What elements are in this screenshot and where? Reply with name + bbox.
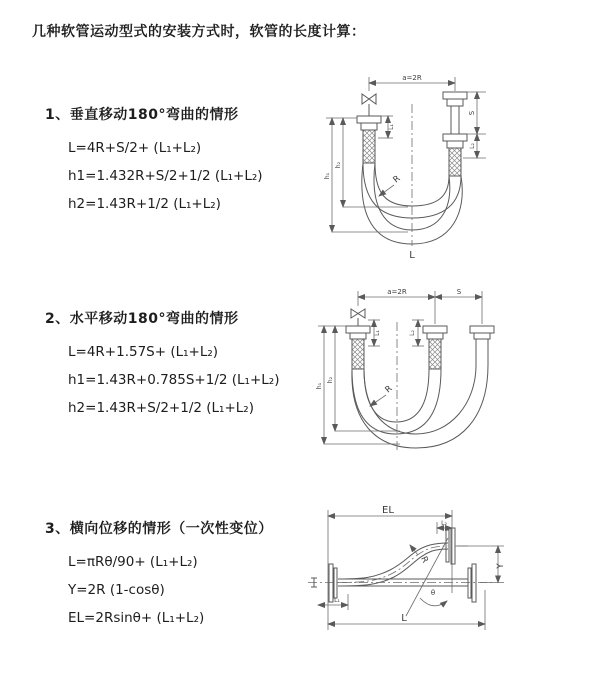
section-2 xyxy=(45,308,335,422)
formula-line: Y=2R (1-cosθ) xyxy=(68,582,165,598)
middle-fitting xyxy=(423,326,447,369)
dimension-el xyxy=(328,505,452,630)
dimension-offset xyxy=(457,546,506,583)
angle-label: θ xyxy=(430,589,436,597)
dim-label-fitting-left: L₁ xyxy=(374,330,381,336)
right-fitting xyxy=(470,326,494,365)
braid-section xyxy=(352,339,364,369)
dim-label-fitting-right: L₂ xyxy=(469,143,476,149)
dimension-length xyxy=(328,590,485,630)
radius-label: R xyxy=(391,173,403,186)
left-flange xyxy=(311,564,337,602)
dim-label-h2: h₂ xyxy=(335,161,342,169)
formula-line: L=4R+S/2+ (L₁+L₂) xyxy=(68,140,202,156)
dim-label-h1: h₁ xyxy=(324,172,331,180)
hose-straight xyxy=(308,579,492,586)
page-title: 几种软管运动型式的安装方式时，软管的长度计算： xyxy=(32,24,366,40)
dim-label-offset: Y xyxy=(496,563,506,569)
valve-icon xyxy=(362,94,376,116)
left-fitting xyxy=(346,326,370,369)
left-fitting xyxy=(357,116,381,163)
dimension-span xyxy=(369,74,455,91)
formula-line: L=πRθ/90+ (L₁+L₂) xyxy=(68,554,198,570)
dim-label-stroke: S xyxy=(468,110,476,116)
dim-label-stroke: S xyxy=(456,288,462,296)
formula-line: h1=1.43R+0.785S+1/2 (L₁+L₂) xyxy=(68,372,280,388)
dimension-fitting-mid xyxy=(409,320,424,346)
section-1-heading: 1、垂直移动180°弯曲的情形 xyxy=(45,107,239,123)
formula-line: h1=1.432R+S/2+1/2 (L₁+L₂) xyxy=(68,168,263,184)
formula-line: h2=1.43R+S/2+1/2 (L₁+L₂) xyxy=(68,400,254,416)
valve-icon xyxy=(351,309,365,326)
formula-line: EL=2Rsinθ+ (L₁+L₂) xyxy=(68,610,205,626)
section-1 xyxy=(45,104,335,218)
dimension-fitting-top xyxy=(437,520,452,534)
radius-callout xyxy=(370,384,395,406)
braid-section xyxy=(429,339,441,369)
length-label: L xyxy=(409,250,415,261)
dimension-stroke xyxy=(463,92,486,158)
section-3 xyxy=(45,518,335,632)
dim-label-fitting-left: L₁ xyxy=(388,124,395,130)
radius-label: R xyxy=(418,555,430,565)
dim-label-fitting-left: L₁ xyxy=(334,597,340,604)
formula-line: h2=1.43R+1/2 (L₁+L₂) xyxy=(68,196,221,212)
hose-curve-displaced xyxy=(338,543,448,586)
dim-label-span: a=2R xyxy=(402,74,422,82)
dim-label-span: a=2R xyxy=(387,288,407,296)
diagram-lateral-displacement xyxy=(300,498,600,648)
dim-label-fitting-mid: L₂ xyxy=(409,330,416,336)
right-flange xyxy=(468,564,476,602)
diagram-vertical-180-bend xyxy=(312,68,600,266)
dimension-span xyxy=(358,288,482,324)
radius-label: R xyxy=(383,383,395,396)
dim-label-el: EL xyxy=(382,505,394,516)
section-2-heading: 2、水平移动180°弯曲的情形 xyxy=(45,311,239,327)
radius-callout xyxy=(379,174,403,196)
dim-label-h2: h₂ xyxy=(327,376,334,384)
radius-callout xyxy=(410,545,430,565)
hose-curves xyxy=(352,365,488,448)
braid-section xyxy=(449,148,461,176)
section-3-heading: 3、横向位移的情形（一次性变位） xyxy=(45,521,273,537)
braid-section xyxy=(363,130,375,163)
formula-line: L=4R+1.57S+ (L₁+L₂) xyxy=(68,344,219,360)
dim-label-length: L xyxy=(401,613,407,624)
dim-label-fitting-top: L₂ xyxy=(441,520,447,527)
right-fitting xyxy=(443,92,467,176)
dim-label-h1: h₁ xyxy=(316,382,323,390)
diagram-horizontal-180-bend xyxy=(310,282,600,470)
